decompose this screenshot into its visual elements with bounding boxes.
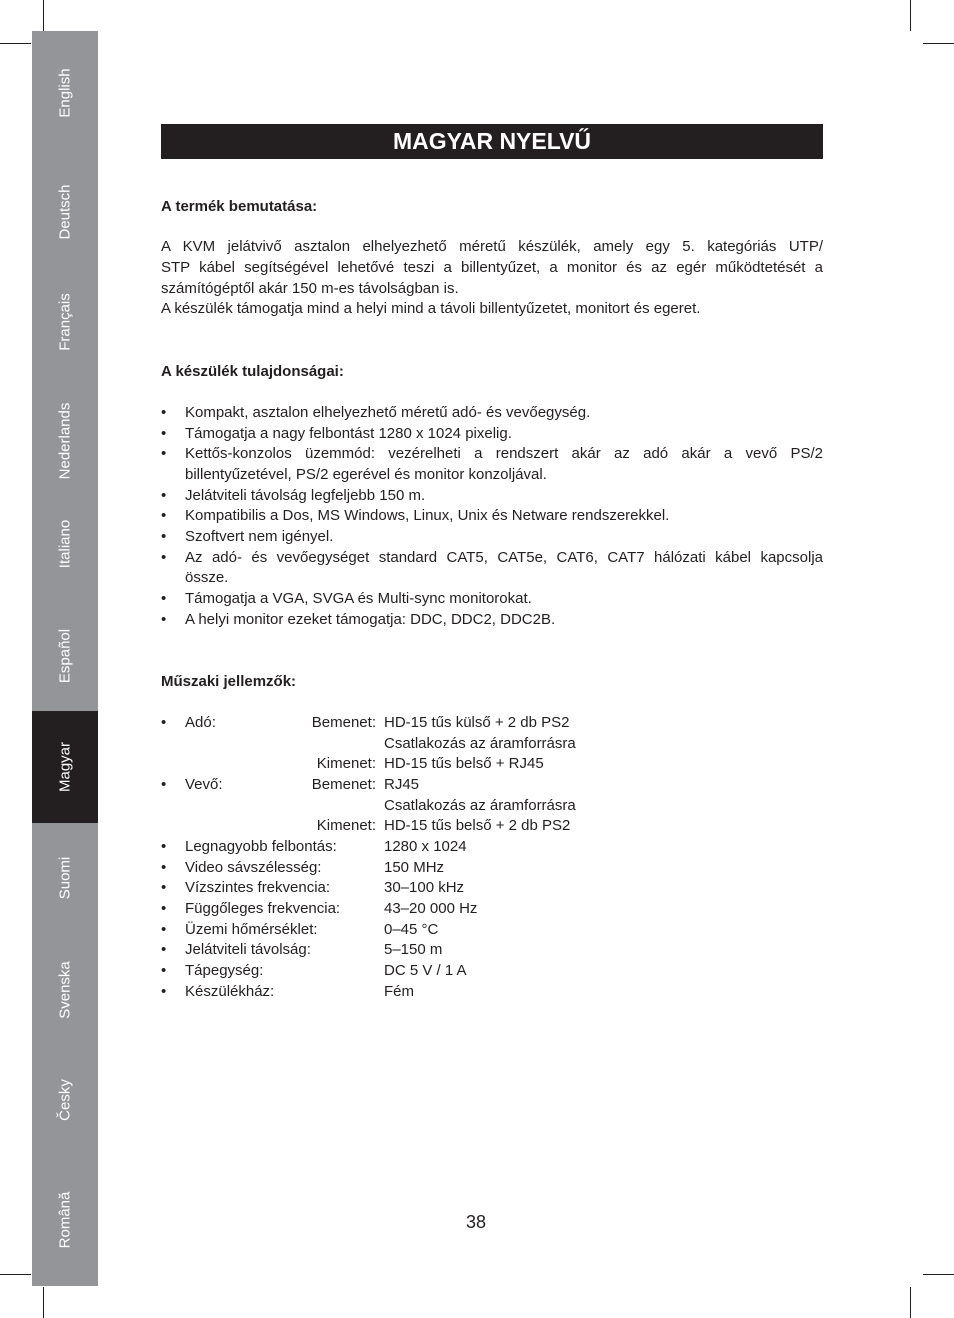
intro-paragraph-line: STP kábel segítségével lehetővé teszi a billentyűzet, a monitor és az egér működtetését a — [161, 259, 823, 276]
features-heading: A készülék tulajdonságai: — [161, 363, 344, 380]
spec-value: HD-15 tűs külső + 2 db PS2 — [384, 714, 570, 731]
intro-paragraph-line: A KVM jelátvivő asztalon elhelyezhető méretű készülék, amely egy 5. kategóriás UTP/ — [161, 238, 823, 255]
crop-mark — [923, 43, 954, 44]
lang-tab-nederlands[interactable]: Nederlands — [56, 402, 74, 480]
spec-label: Üzemi hőmérséklet: — [185, 920, 318, 938]
lang-tab-italiano[interactable]: Italiano — [56, 519, 74, 569]
feature-item: Kettős-konzolos üzemmód: vezérelheti a rendszert akár az adó akár a vevő PS/2 — [185, 445, 823, 462]
crop-mark — [43, 1287, 44, 1318]
lang-tab-svenska[interactable]: Svenska — [56, 961, 74, 1019]
crop-mark — [0, 1274, 31, 1275]
bullet: • — [161, 487, 167, 504]
crop-mark — [0, 43, 31, 44]
lang-tab-magyar[interactable]: Magyar — [32, 711, 98, 823]
bullet: • — [161, 611, 167, 628]
spec-value: 0–45 °C — [384, 920, 439, 938]
bullet: • — [161, 445, 167, 462]
bullet: • — [161, 941, 167, 959]
feature-item-continuation: össze. — [185, 569, 229, 586]
crop-mark — [923, 1274, 954, 1275]
bullet: • — [161, 837, 167, 855]
lang-tab-francais[interactable]: Français — [56, 293, 74, 351]
spec-label: Készülékház: — [185, 982, 275, 1000]
bullet: • — [161, 776, 167, 793]
lang-tab-english[interactable]: English — [56, 67, 74, 118]
spec-value: Csatlakozás az áramforrásra — [384, 796, 576, 814]
spec-label: Vevő: — [185, 776, 223, 793]
feature-item: Támogatja a VGA, SVGA és Multi-sync monitorokat. — [185, 590, 532, 607]
page-title: MAGYAR NYELVŰ — [161, 124, 823, 159]
spec-sublabel: Kimenet: — [316, 755, 376, 773]
lang-tab-deutsch[interactable]: Deutsch — [56, 183, 74, 240]
lang-tab-espanol[interactable]: Español — [56, 628, 74, 684]
bullet: • — [161, 982, 167, 1000]
spec-value: 43–20 000 Hz — [384, 899, 478, 917]
bullet: • — [161, 507, 167, 524]
bullet: • — [161, 879, 167, 897]
crop-mark — [910, 1287, 911, 1318]
spec-value: RJ45 — [384, 776, 420, 793]
feature-item: Jelátviteli távolság legfeljebb 150 m. — [185, 487, 426, 504]
page-number: 38 — [465, 1212, 487, 1232]
spec-value: DC 5 V / 1 A — [384, 961, 467, 979]
language-tabs — [32, 31, 98, 1286]
bullet: • — [161, 549, 167, 566]
spec-label: Tápegység: — [185, 961, 264, 979]
spec-value: 30–100 kHz — [384, 879, 465, 897]
spec-label: Video sávszélesség: — [185, 858, 322, 876]
lang-tab-romana[interactable]: Română — [56, 1191, 74, 1248]
intro-paragraph-line: számítógéptől akár 150 m-es távolságban is. — [161, 280, 459, 297]
bullet: • — [161, 404, 167, 421]
spec-value: 5–150 m — [384, 941, 443, 959]
feature-item: Kompatibilis a Dos, MS Windows, Linux, Unix és Netware rendszerekkel. — [185, 507, 670, 524]
spec-sublabel: Bemenet: — [311, 714, 376, 731]
feature-item: Kompakt, asztalon elhelyezhető méretű adó- és vevőegység. — [185, 404, 591, 421]
lang-tab-cesky[interactable]: Česky — [56, 1079, 74, 1121]
spec-label: Adó: — [185, 714, 216, 731]
bullet: • — [161, 961, 167, 979]
spec-sublabel: Bemenet: — [311, 776, 376, 793]
feature-item: Szoftvert nem igényel. — [185, 528, 334, 545]
crop-mark — [43, 0, 44, 31]
bullet: • — [161, 425, 167, 442]
feature-item: Támogatja a nagy felbontást 1280 x 1024 pixelig. — [185, 425, 512, 442]
feature-item-continuation: billentyűzetével, PS/2 egerével és monitor konzoljával. — [185, 466, 547, 483]
spec-value: Fém — [384, 982, 414, 1000]
spec-label: Függőleges frekvencia: — [185, 899, 341, 917]
spec-value: 150 MHz — [384, 858, 445, 876]
bullet: • — [161, 590, 167, 607]
bullet: • — [161, 920, 167, 938]
bullet: • — [161, 714, 167, 731]
specs-heading: Műszaki jellemzők: — [161, 673, 297, 690]
feature-item: A helyi monitor ezeket támogatja: DDC, DDC2, DDC2B. — [185, 611, 556, 628]
bullet: • — [161, 528, 167, 545]
lang-tab-suomi[interactable]: Suomi — [56, 856, 74, 900]
spec-label: Legnagyobb felbontás: — [185, 837, 337, 855]
intro-heading: A termék bemutatása: — [161, 198, 318, 215]
spec-sublabel: Kimenet: — [316, 817, 376, 835]
bullet: • — [161, 858, 167, 876]
bullet: • — [161, 899, 167, 917]
intro-paragraph-line: A készülék támogatja mind a helyi mind a távoli billentyűzetet, monitort és egeret. — [161, 300, 701, 317]
spec-value: HD-15 tűs belső + RJ45 — [384, 755, 544, 773]
spec-label: Jelátviteli távolság: — [185, 941, 311, 959]
spec-label: Vízszintes frekvencia: — [185, 879, 331, 897]
spec-value: HD-15 tűs belső + 2 db PS2 — [384, 817, 571, 835]
feature-item: Az adó- és vevőegységet standard CAT5, CAT5e, CAT6, CAT7 hálózati kábel kapcsolja — [185, 549, 823, 566]
spec-value: 1280 x 1024 — [384, 837, 467, 855]
crop-mark — [910, 0, 911, 31]
spec-value: Csatlakozás az áramforrásra — [384, 734, 576, 752]
